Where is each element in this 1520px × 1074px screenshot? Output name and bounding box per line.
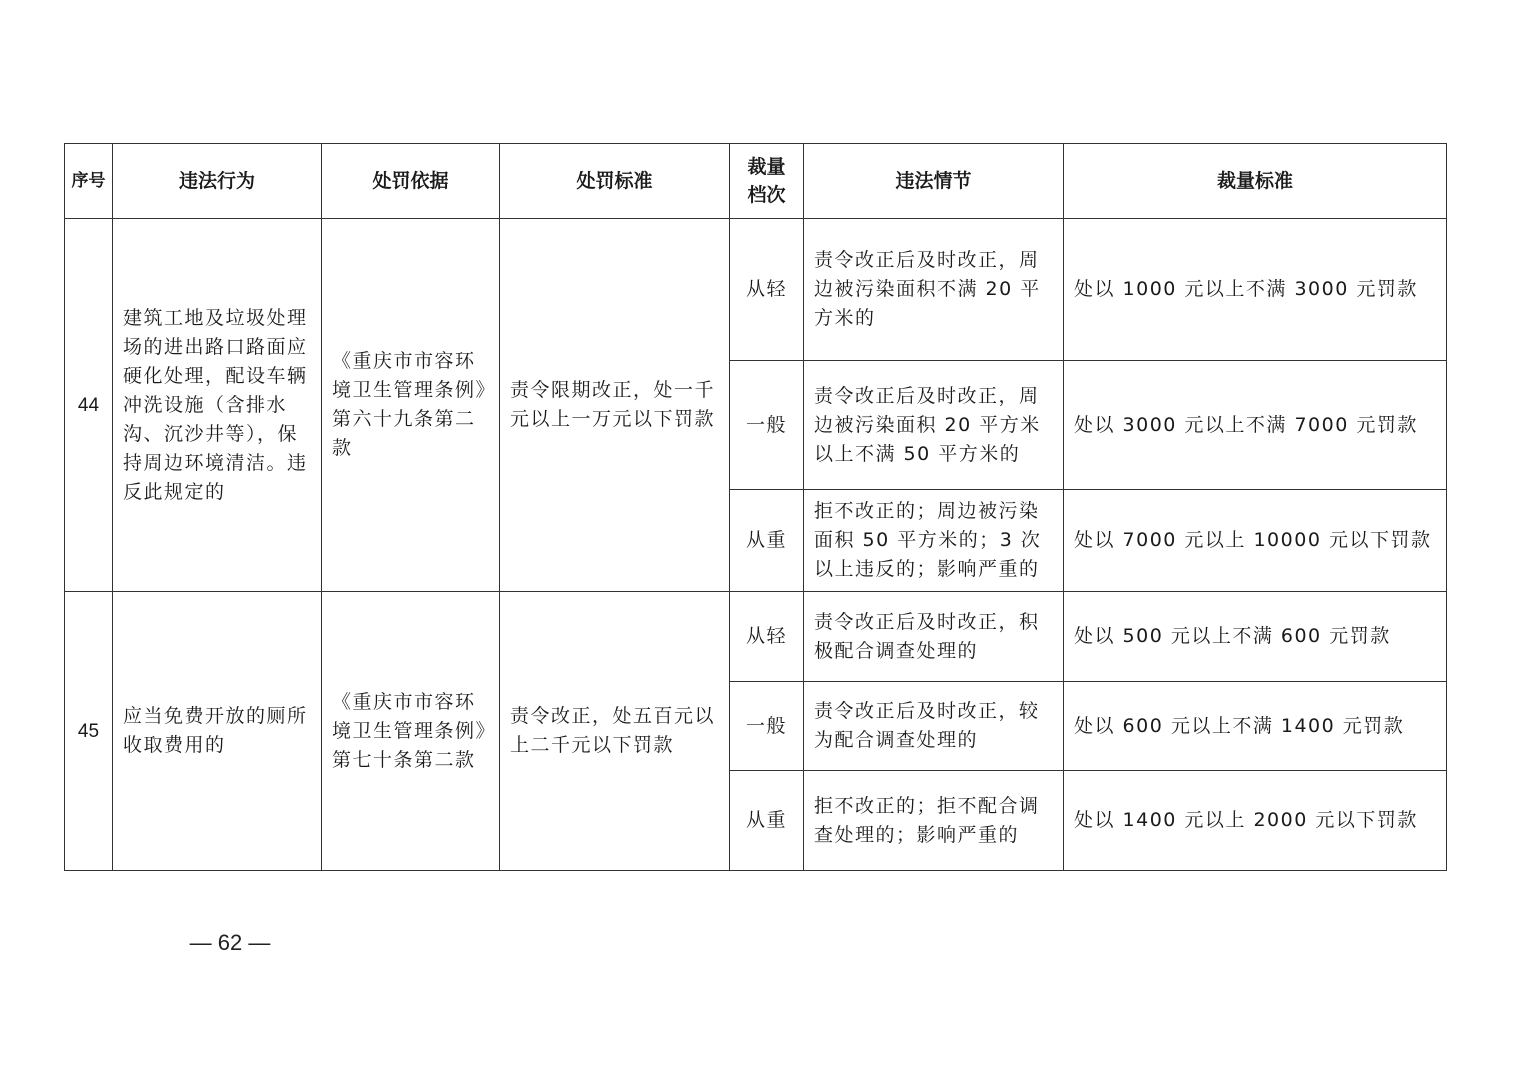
violation-circumstance: 责令改正后及时改正，周边被污染面积不满 20 平方米的 (804, 219, 1064, 361)
page-number: — 62 — (189, 930, 271, 955)
header-standard: 处罚标准 (500, 144, 730, 219)
table-header-row (65, 144, 1447, 219)
discretion-standard: 处以 1400 元以上 2000 元以下罚款 (1064, 771, 1447, 871)
discretion-level: 一般 (730, 682, 804, 771)
violation-behavior: 应当免费开放的厕所收取费用的 (113, 592, 322, 871)
violation-circumstance: 责令改正后及时改正，周边被污染面积 20 平方米以上不满 50 平方米的 (804, 361, 1064, 490)
violation-circumstance: 责令改正后及时改正，积极配合调查处理的 (804, 592, 1064, 682)
discretion-level: 从重 (730, 771, 804, 871)
header-circumstance: 违法情节 (804, 144, 1064, 219)
violation-circumstance: 拒不改正的；拒不配合调查处理的；影响严重的 (804, 771, 1064, 871)
penalty-basis: 《重庆市市容环境卫生管理条例》第七十条第二款 (322, 592, 500, 871)
discretion-level: 从重 (730, 490, 804, 592)
table-row (65, 592, 1447, 682)
violation-circumstance: 拒不改正的；周边被污染面积 50 平方米的；3 次以上违反的；影响严重的 (804, 490, 1064, 592)
header-basis: 处罚依据 (322, 144, 500, 219)
discretion-standard: 处以 1000 元以上不满 3000 元罚款 (1064, 219, 1447, 361)
penalty-basis: 《重庆市市容环境卫生管理条例》第六十九条第二款 (322, 219, 500, 592)
violation-behavior: 建筑工地及垃圾处理场的进出路口路面应硬化处理，配设车辆冲洗设施（含排水沟、沉沙井等），保持周边环境清洁。违反此规定的 (113, 219, 322, 592)
header-discretion: 裁量标准 (1064, 144, 1447, 219)
discretion-level: 从轻 (730, 592, 804, 682)
discretion-standard: 处以 500 元以上不满 600 元罚款 (1064, 592, 1447, 682)
header-no: 序号 (65, 144, 113, 219)
table-row (65, 219, 1447, 361)
penalty-standard: 责令限期改正，处一千元以上一万元以下罚款 (500, 219, 730, 592)
discretion-level: 一般 (730, 361, 804, 490)
header-level-text: 裁量档次 (747, 155, 786, 206)
row-number: 45 (65, 592, 113, 871)
row-number: 44 (65, 219, 113, 592)
header-level (730, 144, 804, 219)
header-behavior: 违法行为 (113, 144, 322, 219)
discretion-level: 从轻 (730, 219, 804, 361)
penalty-discretion-table (64, 143, 1447, 871)
discretion-standard: 处以 7000 元以上 10000 元以下罚款 (1064, 490, 1447, 592)
violation-circumstance: 责令改正后及时改正，较为配合调查处理的 (804, 682, 1064, 771)
discretion-standard: 处以 600 元以上不满 1400 元罚款 (1064, 682, 1447, 771)
discretion-standard: 处以 3000 元以上不满 7000 元罚款 (1064, 361, 1447, 490)
penalty-standard: 责令改正，处五百元以上二千元以下罚款 (500, 592, 730, 871)
